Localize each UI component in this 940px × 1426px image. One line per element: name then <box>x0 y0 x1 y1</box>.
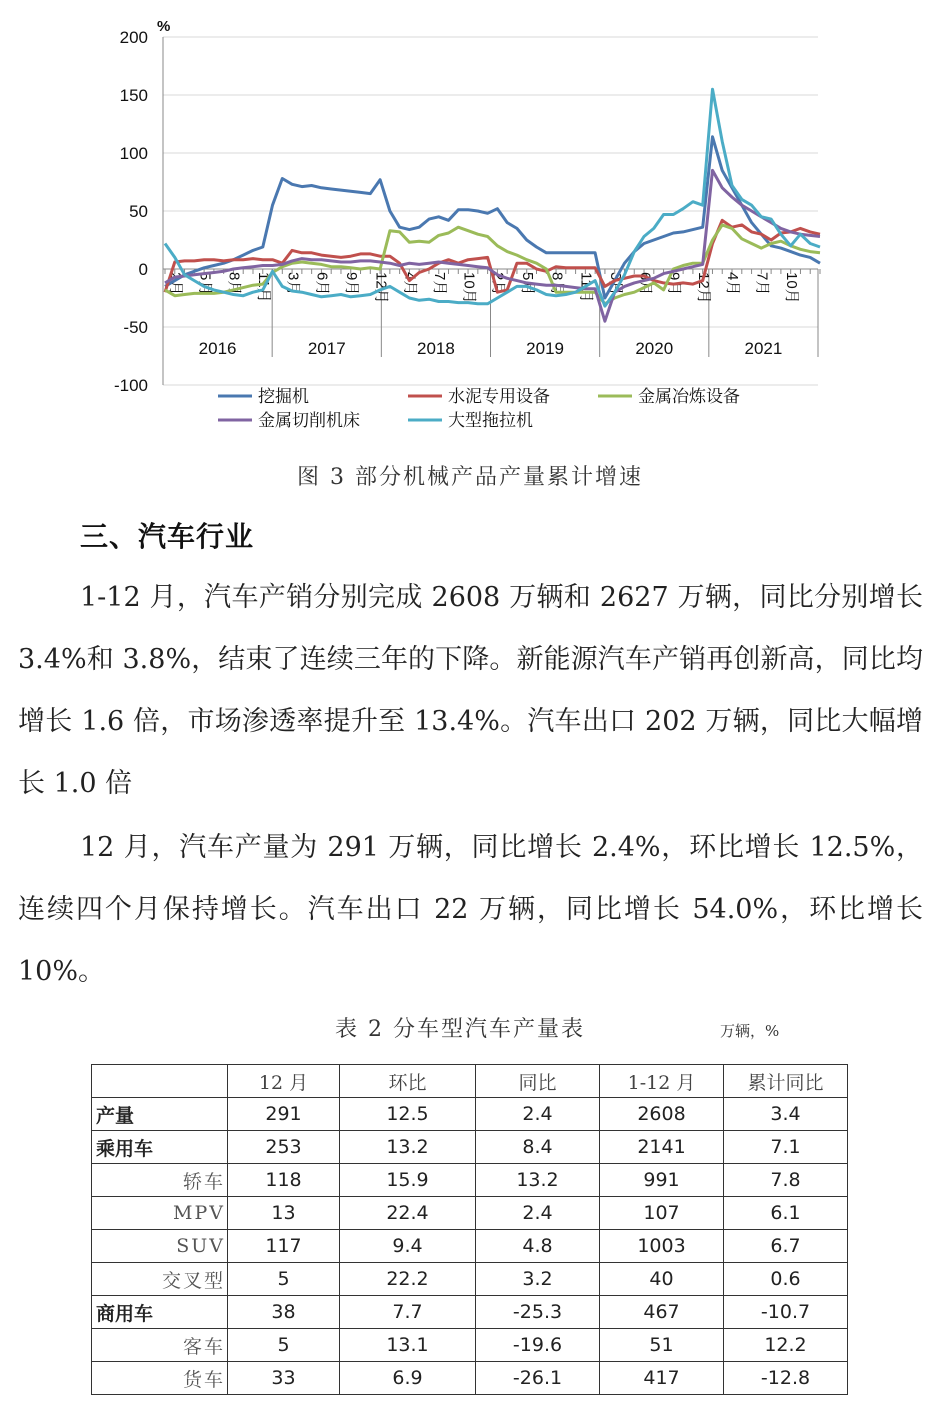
table-cell: 6.9 <box>340 1362 476 1395</box>
year-label: 2019 <box>526 339 564 358</box>
table-cell: -25.3 <box>476 1296 600 1329</box>
table-row <box>92 1329 848 1362</box>
table-row <box>92 1131 848 1164</box>
legend-label: 大型拖拉机 <box>448 411 533 431</box>
y-unit-label: % <box>157 18 171 35</box>
table-row <box>92 1098 848 1131</box>
x-tick-label: 9月 <box>342 272 360 296</box>
figure-caption: 图 3 部分机械产品产量累计增速 <box>297 465 643 490</box>
table-cell: 22.4 <box>340 1197 476 1230</box>
table-cell: 6.7 <box>724 1230 848 1263</box>
x-tick-label: 10月 <box>460 272 478 304</box>
table-header-row <box>92 1065 848 1098</box>
x-tick-label: 2月 <box>167 272 184 296</box>
legend-label: 挖掘机 <box>258 387 309 407</box>
legend-label: 水泥专用设备 <box>448 387 550 407</box>
table-cell: -26.1 <box>476 1362 600 1395</box>
row-label: 客车 <box>92 1329 228 1362</box>
table-cell: 40 <box>600 1263 724 1296</box>
x-tick-label: 5月 <box>196 272 214 296</box>
line-chart <box>0 0 940 450</box>
y-tick-label: -50 <box>123 318 148 337</box>
header-cell: 环比 <box>340 1065 476 1098</box>
y-tick-label: 50 <box>129 202 148 221</box>
table-cell: 291 <box>228 1098 340 1131</box>
y-tick-label: 200 <box>119 28 148 47</box>
table-cell: 117 <box>228 1230 340 1263</box>
table-cell: 0.6 <box>724 1263 848 1296</box>
table-unit: 万辆，% <box>720 1022 780 1040</box>
year-label: 2020 <box>635 339 674 358</box>
x-tick-label: 3月 <box>284 272 302 296</box>
table-cell: 15.9 <box>340 1164 476 1197</box>
header-cell <box>92 1065 228 1098</box>
table-row <box>92 1164 848 1197</box>
table-cell: 13.2 <box>476 1164 600 1197</box>
y-tick-label: 0 <box>138 260 148 279</box>
year-label: 2018 <box>417 339 455 358</box>
legend-label: 金属冶炼设备 <box>638 387 740 407</box>
x-tick-label: 10月 <box>782 272 800 304</box>
table-cell: 467 <box>600 1296 724 1329</box>
year-label: 2021 <box>744 339 783 358</box>
table-cell: 9.4 <box>340 1230 476 1263</box>
table-cell: 1003 <box>600 1230 724 1263</box>
table-cell: 7.7 <box>340 1296 476 1329</box>
x-tick-label: 6月 <box>313 272 331 296</box>
table-cell: 13.2 <box>340 1131 476 1164</box>
table-cell: -19.6 <box>476 1329 600 1362</box>
x-tick-label: 4月 <box>724 272 742 296</box>
table-cell: 2.4 <box>476 1098 600 1131</box>
table-cell: -12.8 <box>724 1362 848 1395</box>
x-tick-label: 12月 <box>372 272 390 304</box>
table-cell: 22.2 <box>340 1263 476 1296</box>
x-tick-label: 8月 <box>225 272 243 296</box>
header-cell: 1-12 月 <box>600 1065 724 1098</box>
table-cell: 33 <box>228 1362 340 1395</box>
row-label: 商用车 <box>92 1296 228 1329</box>
row-label: SUV <box>92 1230 228 1263</box>
header-cell: 同比 <box>476 1065 600 1098</box>
section-title: 三、汽车行业 <box>80 520 255 553</box>
row-label: 产量 <box>92 1098 228 1131</box>
year-label: 2016 <box>198 339 237 358</box>
paragraph-december: 12 月，汽车产量为 291 万辆，同比增长 2.4%，环比增长 12.5%，连续四个月保持增长。汽车出口 22 万辆，同比增长 54.0%，环比增长 10%。 <box>18 832 923 987</box>
x-tick-label: 11月 <box>577 272 595 303</box>
table-cell: 7.8 <box>724 1164 848 1197</box>
x-tick-label: 12月 <box>694 272 712 304</box>
paragraph-annual: 1-12 月，汽车产销分别完成 2608 万辆和 2627 万辆，同比分别增长 3.4%和 3.8%，结束了连续三年的下降。新能源汽车产销再创新高，同比均增长 1.6 倍，市场渗透率提升至 13.4%。汽车出口 202 万辆，同比大幅增长 1.0 倍 <box>18 582 923 799</box>
table-cell: 5 <box>228 1329 340 1362</box>
table-row <box>92 1230 848 1263</box>
x-tick-label: 7月 <box>430 272 448 296</box>
year-label: 2017 <box>307 339 346 358</box>
legend-label: 金属切削机床 <box>258 411 360 431</box>
x-tick-label: 2月 <box>489 272 507 296</box>
x-tick-label: 7月 <box>753 272 771 296</box>
table-cell: 253 <box>228 1131 340 1164</box>
header-cell: 12 月 <box>228 1065 340 1098</box>
x-tick-label: 3月 <box>606 272 624 296</box>
x-tick-label: 11月 <box>254 272 272 303</box>
table-cell: 12.5 <box>340 1098 476 1131</box>
row-label: 交叉型 <box>92 1263 228 1296</box>
table-row <box>92 1362 848 1395</box>
table-cell: 2.4 <box>476 1197 600 1230</box>
x-tick-label: 8月 <box>548 272 566 296</box>
table-cell: 13 <box>228 1197 340 1230</box>
row-label: 轿车 <box>92 1164 228 1197</box>
row-label: 货车 <box>92 1362 228 1395</box>
chart-svg <box>0 0 940 450</box>
table-cell: 51 <box>600 1329 724 1362</box>
table-cell: 118 <box>228 1164 340 1197</box>
table-cell: 13.1 <box>340 1329 476 1362</box>
table-cell: -10.7 <box>724 1296 848 1329</box>
y-tick-label: 100 <box>119 144 148 163</box>
table-cell: 2608 <box>600 1098 724 1131</box>
table-row <box>92 1263 848 1296</box>
row-label: MPV <box>92 1197 228 1230</box>
x-tick-label: 5月 <box>518 272 536 296</box>
table-title: 表 2 分车型汽车产量表 <box>335 1017 585 1042</box>
table-row <box>92 1197 848 1230</box>
table-cell: 417 <box>600 1362 724 1395</box>
table-cell: 2141 <box>600 1131 724 1164</box>
table-cell: 12.2 <box>724 1329 848 1362</box>
table-cell: 3.2 <box>476 1263 600 1296</box>
table-cell: 7.1 <box>724 1131 848 1164</box>
table-cell: 8.4 <box>476 1131 600 1164</box>
y-tick-label: 150 <box>119 86 148 105</box>
table-cell: 5 <box>228 1263 340 1296</box>
x-tick-label: 4月 <box>401 272 419 296</box>
table-row <box>92 1296 848 1329</box>
table-cell: 6.1 <box>724 1197 848 1230</box>
row-label: 乘用车 <box>92 1131 228 1164</box>
table-cell: 107 <box>600 1197 724 1230</box>
table-cell: 3.4 <box>724 1098 848 1131</box>
y-tick-label: -100 <box>113 376 148 395</box>
x-tick-label: 9月 <box>665 272 683 296</box>
production-table <box>91 1064 848 1395</box>
table-cell: 38 <box>228 1296 340 1329</box>
table-cell: 991 <box>600 1164 724 1197</box>
header-cell: 累计同比 <box>724 1065 848 1098</box>
x-tick-label: 6月 <box>636 272 654 296</box>
table-cell: 4.8 <box>476 1230 600 1263</box>
